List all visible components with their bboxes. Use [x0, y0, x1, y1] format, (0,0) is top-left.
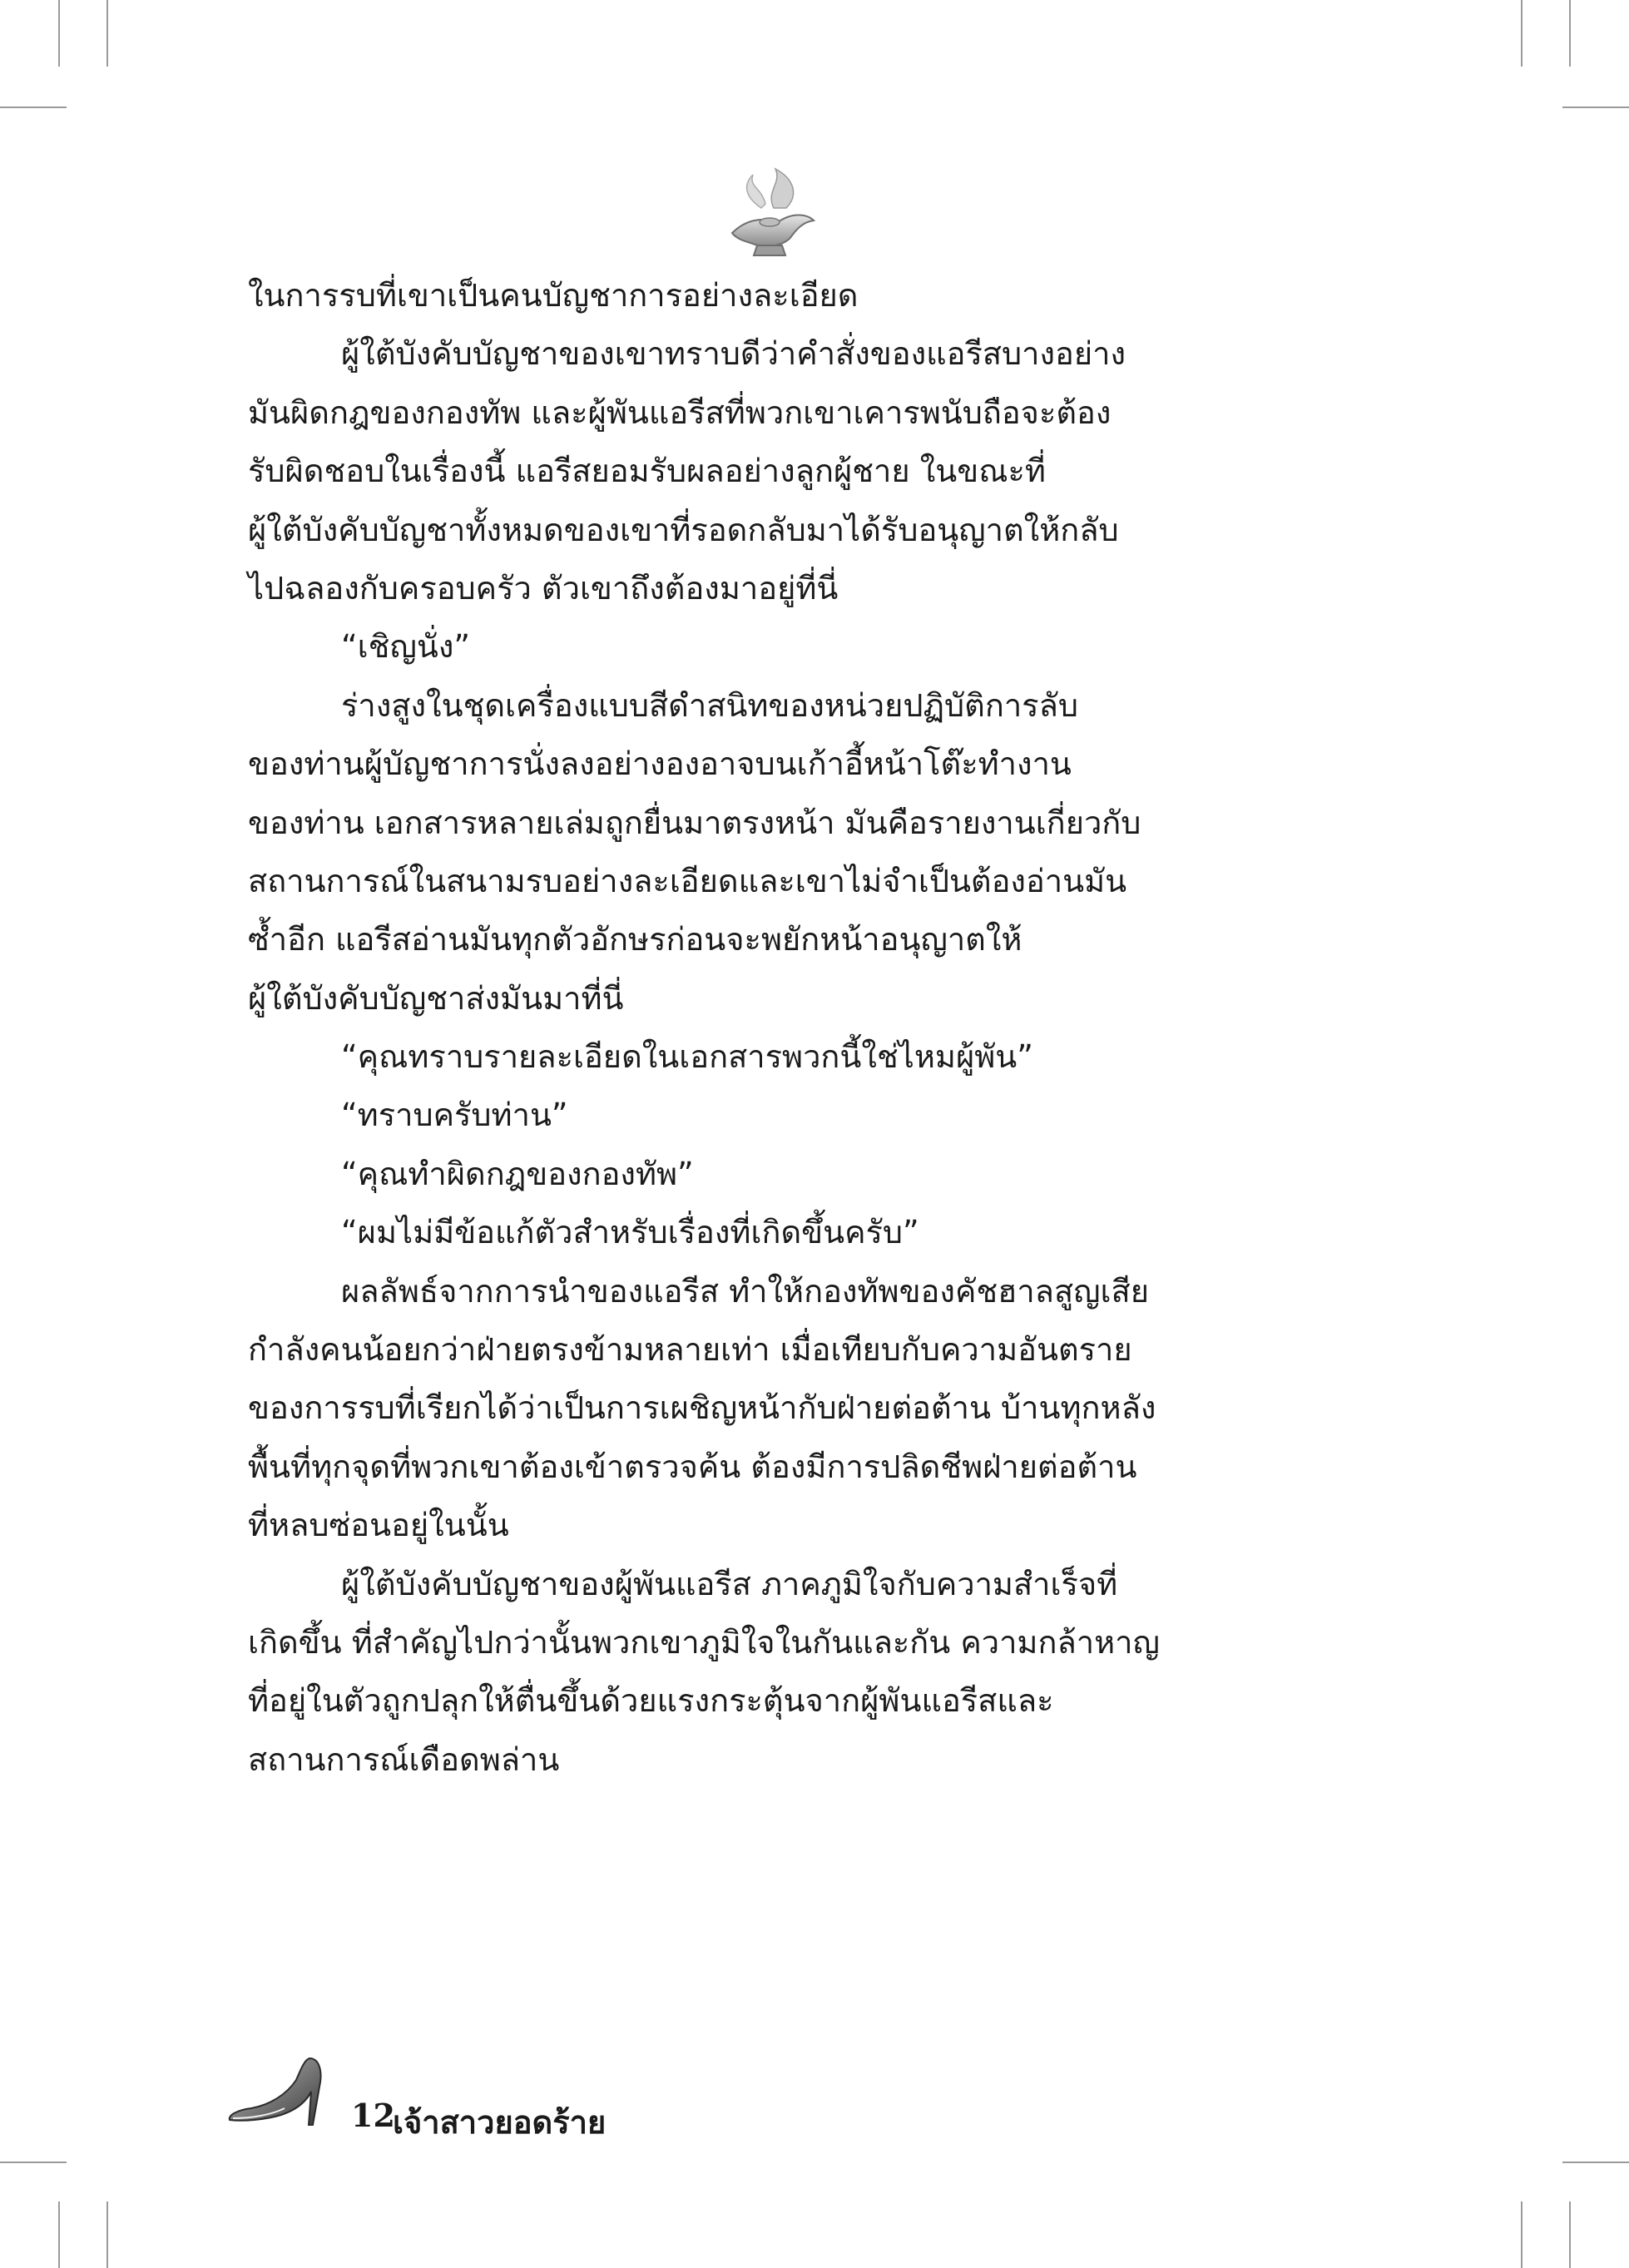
text-line: สถานการณ์ในสนามรบอย่างละเอียดและเขาไม่จำเป็นต้องอ่านมัน [248, 862, 1127, 899]
crop-mark [1562, 106, 1629, 108]
text-line: ผลลัพธ์จากการนำของแอรีส ทำให้กองทัพของคัชฮาลสูญเสีย [341, 1272, 1149, 1310]
text-line: “คุณทราบรายละเอียดในเอกสารพวกนี้ใช่ไหมผู้พัน” [341, 1038, 1033, 1076]
text-line: เกิดขึ้น ที่สำคัญไปกว่านั้นพวกเขาภูมิใจในกันและกัน ความกล้าหาญ [248, 1623, 1160, 1661]
text-line: “คุณทำผิดกฎของกองทัพ” [341, 1155, 694, 1192]
high-heel-shoe-icon [226, 2055, 324, 2128]
crop-mark [58, 2201, 60, 2268]
text-line: “เชิญนั่ง” [341, 628, 471, 666]
text-line: ผู้ใต้บังคับบัญชาส่งมันมาที่นี่ [248, 979, 624, 1017]
crop-mark [0, 2162, 67, 2163]
crop-mark [58, 0, 60, 67]
body-text [248, 266, 1281, 1789]
text-line: ของท่าน เอกสารหลายเล่มถูกยื่นมาตรงหน้า มันคือรายงานเกี่ยวกับ [248, 804, 1141, 841]
crop-mark [1521, 2201, 1523, 2268]
crop-mark [106, 0, 108, 67]
text-line: “ทราบครับท่าน” [341, 1097, 568, 1134]
text-line: ร่างสูงในชุดเครื่องแบบสีดำสนิทของหน่วยปฏิบัติการลับ [341, 686, 1078, 724]
genie-lamp-icon [715, 162, 824, 270]
text-line: พื้นที่ทุกจุดที่พวกเขาต้องเข้าตรวจค้น ต้องมีการปลิดชีพฝ่ายต่อต้าน [248, 1448, 1137, 1485]
text-line: กำลังคนน้อยกว่าฝ่ายตรงข้ามหลายเท่า เมื่อเทียบกับความอันตราย [248, 1331, 1132, 1369]
page-footer [226, 2055, 642, 2141]
crop-mark [1562, 2162, 1629, 2163]
page-number: 12 [351, 2097, 395, 2134]
text-line: ในการรบที่เขาเป็นคนบัญชาการอย่างละเอียด [248, 277, 859, 314]
text-line: สถานการณ์เดือดพล่าน [248, 1741, 560, 1778]
text-line: ของการรบที่เรียกได้ว่าเป็นการเผชิญหน้ากับฝ่ายต่อต้าน บ้านทุกหลัง [248, 1389, 1156, 1427]
text-line: รับผิดชอบในเรื่องนี้ แอรีสยอมรับผลอย่างลูกผู้ชาย ในขณะที่ [248, 453, 1046, 490]
crop-mark [1569, 2201, 1571, 2268]
text-line: ที่หลบซ่อนอยู่ในนั้น [248, 1507, 509, 1544]
text-line: ผู้ใต้บังคับบัญชาของผู้พันแอรีส ภาคภูมิใจกับความสำเร็จที่ [341, 1565, 1118, 1602]
crop-mark [0, 106, 67, 108]
crop-mark [1569, 0, 1571, 67]
crop-mark [1521, 0, 1523, 67]
text-line: ของท่านผู้บัญชาการนั่งลงอย่างองอาจบนเก้าอี้หน้าโต๊ะทำงาน [248, 745, 1072, 783]
text-line: ผู้ใต้บังคับบัญชาทั้งหมดของเขาที่รอดกลับมาได้รับอนุญาตให้กลับ [248, 511, 1119, 548]
text-line: “ผมไม่มีข้อแก้ตัวสำหรับเรื่องที่เกิดขึ้นครับ” [341, 1214, 919, 1251]
crop-mark [106, 2201, 108, 2268]
text-line: ไปฉลองกับครอบครัว ตัวเขาถึงต้องมาอยู่ที่นี่ [248, 569, 839, 607]
book-title: เจ้าสาวยอดร้าย [393, 2103, 607, 2141]
text-line: ที่อยู่ในตัวถูกปลุกให้ตื่นขึ้นด้วยแรงกระตุ้นจากผู้พันแอรีสและ [248, 1682, 1054, 1720]
text-line: มันผิดกฎของกองทัพ และผู้พันแอรีสที่พวกเขาเคารพนับถือจะต้อง [248, 394, 1112, 431]
text-line: ซ้ำอีก แอรีสอ่านมันทุกตัวอักษรก่อนจะพยักหน้าอนุญาตให้ [248, 921, 1022, 958]
text-line: ผู้ใต้บังคับบัญชาของเขาทราบดีว่าคำสั่งของแอรีสบางอย่าง [341, 335, 1126, 373]
